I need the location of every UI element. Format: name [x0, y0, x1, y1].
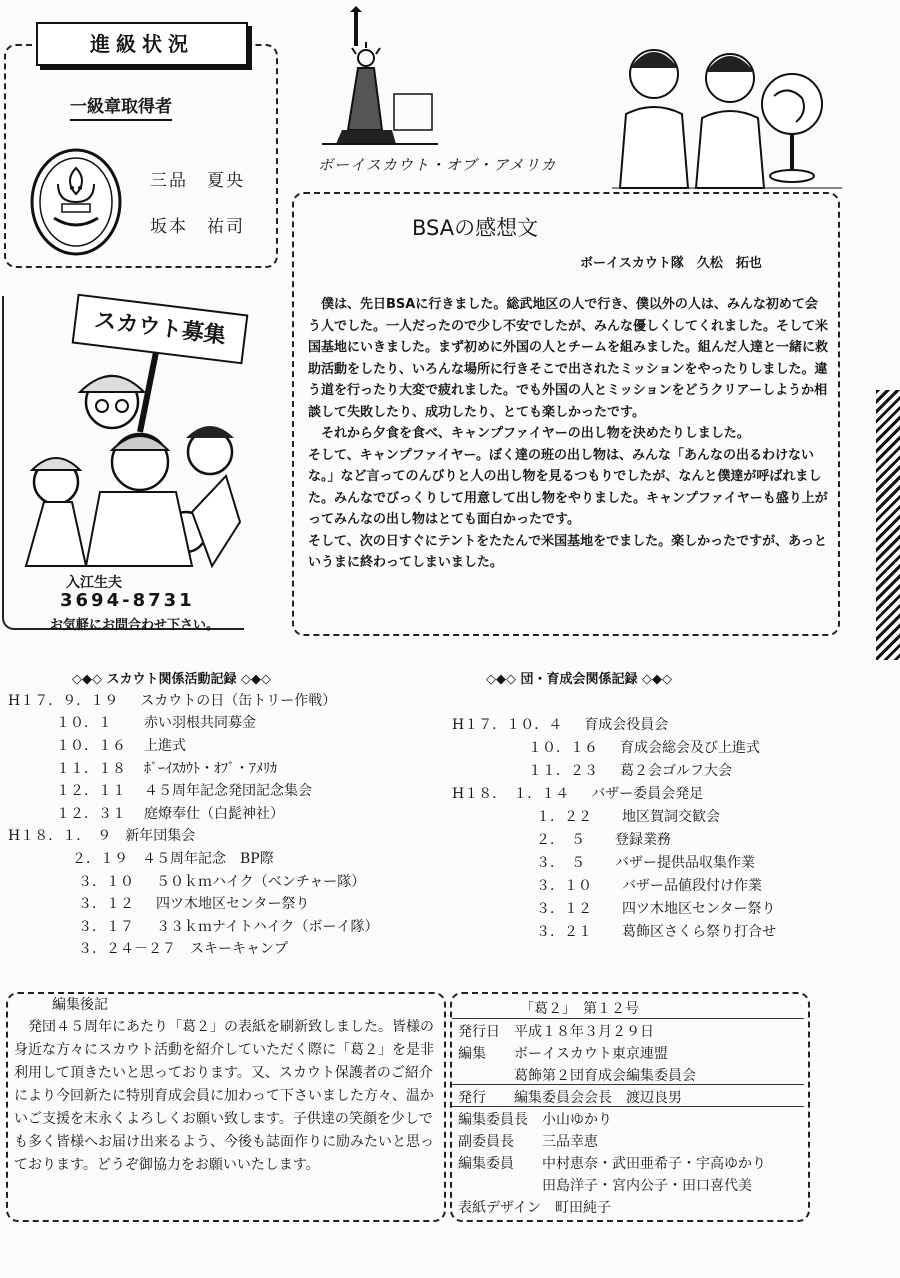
record-event: 登録業務: [615, 832, 671, 848]
scout-records-heading: ◇◆◇ スカウト関係活動記録 ◇◆◇: [72, 672, 272, 687]
record-date: １２．３１: [56, 806, 126, 822]
essay-title: BSAの感想文: [412, 216, 539, 240]
recruit-note: お気軽にお問合わせ下さい。: [50, 618, 220, 633]
list-item: [8, 690, 336, 713]
essay-paragraph: それから夕食を食べ、キャンプファイヤーの出し物を決めたりしました。: [308, 426, 750, 441]
list-item: [78, 893, 309, 916]
issue-row: 田島洋子・宮内公子・田口喜代美: [458, 1178, 752, 1194]
issue-row: 副委員長 三品幸恵: [458, 1134, 598, 1150]
list-item: [56, 758, 277, 781]
list-item: [452, 783, 703, 806]
record-event: 葛２会ゴルフ大会: [620, 763, 732, 779]
list-item: [452, 714, 668, 737]
list-item: [536, 875, 762, 898]
record-date: １０．１６: [56, 738, 126, 754]
record-event: 上進式: [144, 738, 186, 754]
recruit-contact-name: 入江生夫: [66, 575, 122, 591]
record-date: ３．１０: [536, 878, 592, 894]
editor-note-body: 発団４５周年にあたり「葛２」の表紙を刷新致しました。皆様の身近な方々にスカウト活動を紹介していただく際に「葛２」を是非利用して頂きたいと思っております。又、スカウト保護者のご紹介により今回新たに特別育成会員に加わって下さいました方々、温かいご支援を末永くよろしくお願い致します。子供達の笑顔を少しでも多く皆様へお届け出来るよう、今後も誌面作りに励みたいと思っております。どうぞ御協力をお願いいたします。: [14, 1019, 434, 1173]
divider: [452, 1018, 804, 1019]
list-item: [528, 760, 732, 783]
essay-author: ボーイスカウト隊 久松 拓也: [580, 256, 762, 271]
record-date: H１８． １．１４: [452, 786, 570, 802]
advancement-subtitle: 一級章取得者: [70, 92, 172, 121]
recruit-phone: 3694-8731: [60, 590, 195, 611]
list-item: [536, 898, 775, 921]
record-event: 四ツ木地区センター祭り: [156, 896, 310, 912]
scout-group-illustration: [16, 352, 244, 572]
record-event: バザー品値段付け作業: [622, 878, 762, 894]
record-date: H１７．９．１９: [8, 693, 119, 709]
essay-paragraph: そして、キャンプファイヤー。ぼく達の班の出し物は、みんな「あんなの出るわけないな。」など言ってのんびりと人の出し物を見るつもりでしたが、なんと僕達が呼ばれました。みんなでびっくりして用意して出し物をやりました。キャンプファイヤーも盛り上がってみんなの出し物はとても面白かったです。: [308, 447, 828, 527]
issue-row: 葛飾第２団育成会編集委員会: [458, 1068, 696, 1084]
list-item: [536, 921, 776, 944]
record-event: 新年団集会: [125, 828, 196, 844]
record-date: １１．１８: [56, 761, 126, 777]
recruit-sign: スカウト募集: [72, 294, 249, 365]
record-event: スキーキャンプ: [190, 941, 288, 957]
statue-of-liberty-illustration: [322, 6, 438, 148]
record-date: ３．２１: [536, 924, 592, 940]
statue-caption: ボーイスカウト・オブ・アメリカ: [318, 156, 557, 174]
record-event: 育成会役員会: [584, 717, 669, 733]
scouts-with-globe-illustration: [612, 40, 842, 190]
list-item: [56, 735, 186, 758]
record-date: ３．１７: [78, 919, 134, 935]
decorative-pattern-strip: [876, 390, 900, 660]
record-event: ３３ｋｍナイトハイク（ボーイ隊）: [156, 919, 379, 935]
record-date: ２．１９: [72, 851, 128, 867]
record-date: ３．１０: [78, 874, 134, 890]
list-item: [536, 806, 720, 829]
advancement-title: 進級状況: [36, 22, 248, 66]
record-event: 四ツ木地区センター祭り: [622, 901, 776, 917]
editor-note-title: 編集後記: [48, 994, 112, 1014]
list-item: [56, 803, 284, 826]
record-date: １０．１: [56, 715, 112, 731]
issue-row: 編集委員長 小山ゆかり: [458, 1112, 612, 1128]
issue-row: 発行 編集委員会会長 渡辺良男: [458, 1090, 682, 1106]
list-item: [8, 825, 195, 848]
record-event: 葛飾区さくら祭り打合せ: [622, 924, 776, 940]
record-event: バザー委員会発足: [591, 786, 704, 802]
record-date: ３．１２: [536, 901, 592, 917]
record-event: 地区賀詞交歓会: [622, 809, 720, 825]
divider: [452, 1106, 804, 1107]
issue-title: 「葛２」 第１２号: [520, 1001, 639, 1017]
record-date: ３． ５: [536, 855, 585, 871]
list-item: [72, 848, 274, 871]
list-item: [78, 916, 378, 939]
essay-paragraph: 僕は、先日BSAに行きました。総武地区の人で行き、僕以外の人は、みんな初めて会う人でした。一人だったので少し不安でしたが、みんな優しくしてくれました。そして米国基地にいきました。まず初めに外国の人とチームを組みました。組んだ人達と一緒に救助活動をしたり、いろんな場所に行きそこで出されたミッションをやったりしました。違う道を行ったり大変で疲れました。でも外国の人とミッションをどうクリアーしようか相談して失敗したり、成功したり、とても楽しかったです。: [308, 297, 829, 420]
record-date: １０．１６: [528, 740, 598, 756]
record-date: ３．２４－２７: [78, 941, 176, 957]
record-event: スカウトの日（缶トリー作戦）: [140, 693, 337, 709]
list-item: [56, 780, 312, 803]
record-event: 庭燎奉仕（白髭神社）: [144, 806, 284, 822]
record-date: ２． ５: [536, 832, 585, 848]
scout-badge-icon: [28, 146, 124, 258]
record-date: ３．１２: [78, 896, 134, 912]
issue-row: 編集 ボーイスカウト東京連盟: [458, 1046, 668, 1062]
advancement-name-1: 三品 夏央: [150, 171, 245, 191]
record-event: ﾎﾞｰｲｽｶｳﾄ・ｵﾌﾞ・ｱﾒﾘｶ: [144, 761, 277, 777]
record-event: ４５周年記念 BP際: [142, 851, 274, 867]
record-date: １．２２: [536, 809, 592, 825]
essay-paragraph: そして、次の日すぐにテントをたたんで米国基地をでました。楽しかったですが、あっというまに終わってしまいました。: [308, 533, 827, 570]
essay-body: [308, 294, 828, 574]
record-event: 育成会総会及び上進式: [620, 740, 760, 756]
advancement-name-2: 坂本 祐司: [150, 217, 245, 237]
group-records-heading: ◇◆◇ 団・育成会関係記録 ◇◆◇: [486, 672, 673, 687]
record-event: バザー提供品収集作業: [615, 855, 755, 871]
record-date: H１８．１． ９: [8, 828, 112, 844]
list-item: [536, 829, 671, 852]
issue-row: 表紙デザイン 町田純子: [458, 1200, 612, 1216]
record-date: H１７．１０．４: [452, 717, 563, 733]
list-item: [56, 712, 256, 735]
issue-row: 編集委員 中村恵奈・武田亜希子・宇高ゆかり: [458, 1156, 766, 1172]
list-item: [536, 852, 755, 875]
issue-row: 発行日 平成１８年３月２９日: [458, 1024, 654, 1040]
record-date: １１．２３: [528, 763, 598, 779]
record-event: 赤い羽根共同募金: [144, 715, 256, 731]
divider: [452, 1084, 804, 1085]
list-item: [78, 871, 365, 894]
record-event: ４５周年記念発団記念集会: [144, 783, 312, 799]
list-item: [528, 737, 760, 760]
list-item: [78, 938, 288, 961]
record-date: １２．１１: [56, 783, 126, 799]
record-event: ５０ｋｍハイク（ベンチャー隊）: [156, 874, 366, 890]
